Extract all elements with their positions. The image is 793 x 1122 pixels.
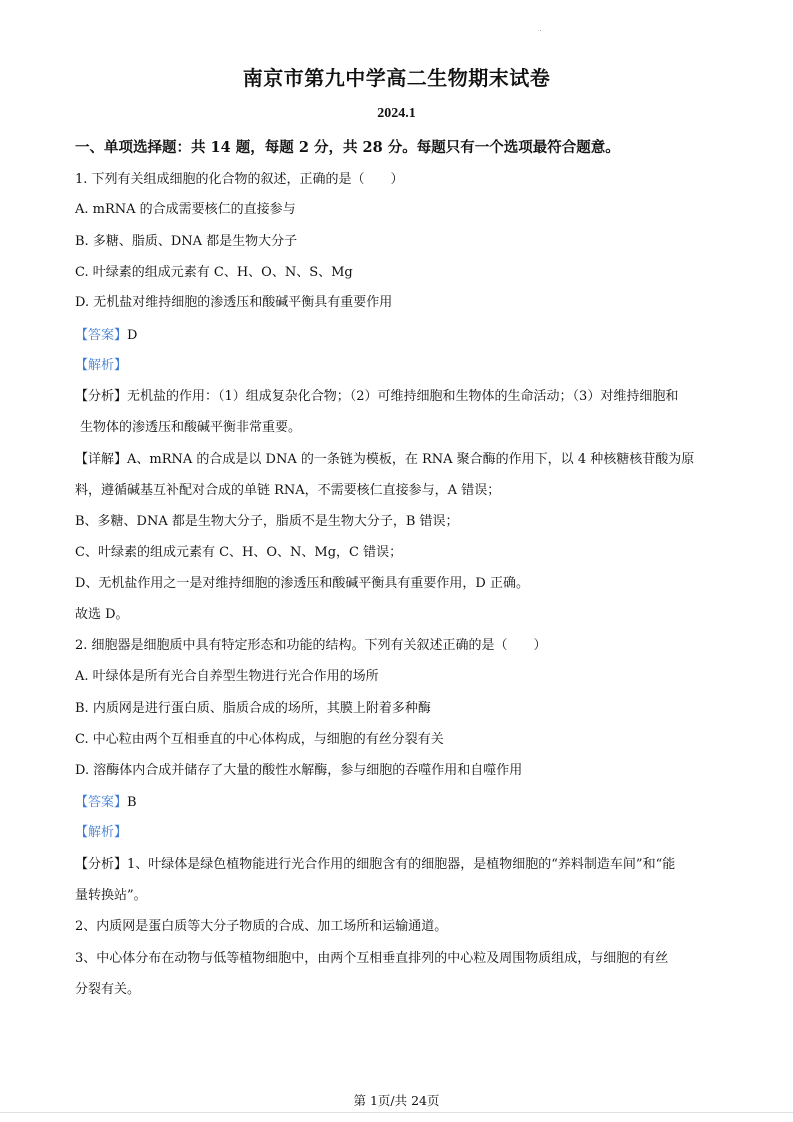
xiangjie-tag: 【详解】 <box>75 452 128 467</box>
answer-value: B <box>127 795 137 810</box>
q2-fenxi-line-3: 2、内质网是蛋白质等大分子物质的合成、加工场所和运输通道。 <box>75 919 448 934</box>
exam-date: 2024.1 <box>377 106 416 121</box>
answer-value: D <box>127 328 138 343</box>
scan-dot <box>540 30 541 31</box>
fenxi-tag: 【分析】 <box>75 857 128 872</box>
footer-divider <box>0 1112 793 1113</box>
q1-xiangjie-line-1 <box>75 450 694 470</box>
q1-option-b: B. 多糖、脂质、DNA 都是生物大分子 <box>75 234 298 249</box>
q2-fenxi-line-2: 量转换站”。 <box>75 888 147 903</box>
q1-conclusion: 故选 D。 <box>75 607 129 622</box>
q2-analysis-tag: 【解析】 <box>75 825 128 840</box>
q2-fenxi-line-4: 3、中心体分布在动物与低等植物细胞中，由两个互相垂直排列的中心粒及周围物质组成，与细胞的有丝 <box>75 951 669 966</box>
q1-stem: 1. 下列有关组成细胞的化合物的叙述，正确的是（ ） <box>75 172 404 187</box>
fenxi-text: 1、叶绿体是绿色植物能进行光合作用的细胞含有的细胞器，是植物细胞的“养料制造车间”和“能 <box>127 857 676 872</box>
q1-xiangjie-line-3: B、多糖、DNA 都是生物大分子，脂质不是生物大分子，B 错误； <box>75 514 459 529</box>
q2-option-b: B. 内质网是进行蛋白质、脂质合成的场所，其膜上附着多种酶 <box>75 701 431 716</box>
section-heading: 一、单项选择题：共 14 题，每题 2 分，共 28 分。每题只有一个选项最符合题意。 <box>75 139 620 156</box>
q1-xiangjie-line-2: 料，遵循碱基互补配对合成的单链 RNA，不需要核仁直接参与，A 错误； <box>75 483 501 498</box>
fenxi-tag: 【分析】 <box>75 389 128 404</box>
q1-fenxi-line-1 <box>75 387 678 407</box>
q1-answer <box>75 326 137 346</box>
q1-analysis-tag: 【解析】 <box>75 358 128 373</box>
q2-option-a: A. 叶绿体是所有光合自养型生物进行光合作用的场所 <box>75 669 379 684</box>
q2-fenxi-line-1 <box>75 855 675 875</box>
q2-fenxi-line-5: 分裂有关。 <box>75 982 141 997</box>
xiangjie-text: A、mRNA 的合成是以 DNA 的一条链为模板，在 RNA 聚合酶的作用下，以 4 种核糖核苷酸为原 <box>127 452 695 467</box>
q2-option-c: C. 中心粒由两个互相垂直的中心体构成，与细胞的有丝分裂有关 <box>75 732 444 747</box>
q1-option-a: A. mRNA 的合成需要核仁的直接参与 <box>75 202 296 217</box>
q2-answer <box>75 793 137 813</box>
q2-option-d: D. 溶酶体内合成并储存了大量的酸性水解酶，参与细胞的吞噬作用和自噬作用 <box>75 763 523 778</box>
answer-tag: 【答案】 <box>75 795 128 810</box>
q1-fenxi-line-2: 生物体的渗透压和酸碱平衡非常重要。 <box>80 420 302 435</box>
q1-option-d: D. 无机盐对维持细胞的渗透压和酸碱平衡具有重要作用 <box>75 295 393 310</box>
page-footer: 第 1页/共 24页 <box>353 1093 440 1108</box>
page-title: 南京市第九中学高二生物期末试卷 <box>242 66 551 90</box>
q1-option-c: C. 叶绿素的组成元素有 C、H、O、N、S、Mg <box>75 265 353 280</box>
answer-tag: 【答案】 <box>75 328 128 343</box>
q2-stem: 2. 细胞器是细胞质中具有特定形态和功能的结构。下列有关叙述正确的是（ ） <box>75 638 547 653</box>
q1-xiangjie-line-5: D、无机盐作用之一是对维持细胞的渗透压和酸碱平衡具有重要作用，D 正确。 <box>75 576 529 591</box>
fenxi-text: 无机盐的作用：（1）组成复杂化合物；（2）可维持细胞和生物体的生命活动；（3）对维持细胞和 <box>127 389 679 404</box>
q1-xiangjie-line-4: C、叶绿素的组成元素有 C、H、O、N、Mg，C 错误； <box>75 545 403 560</box>
